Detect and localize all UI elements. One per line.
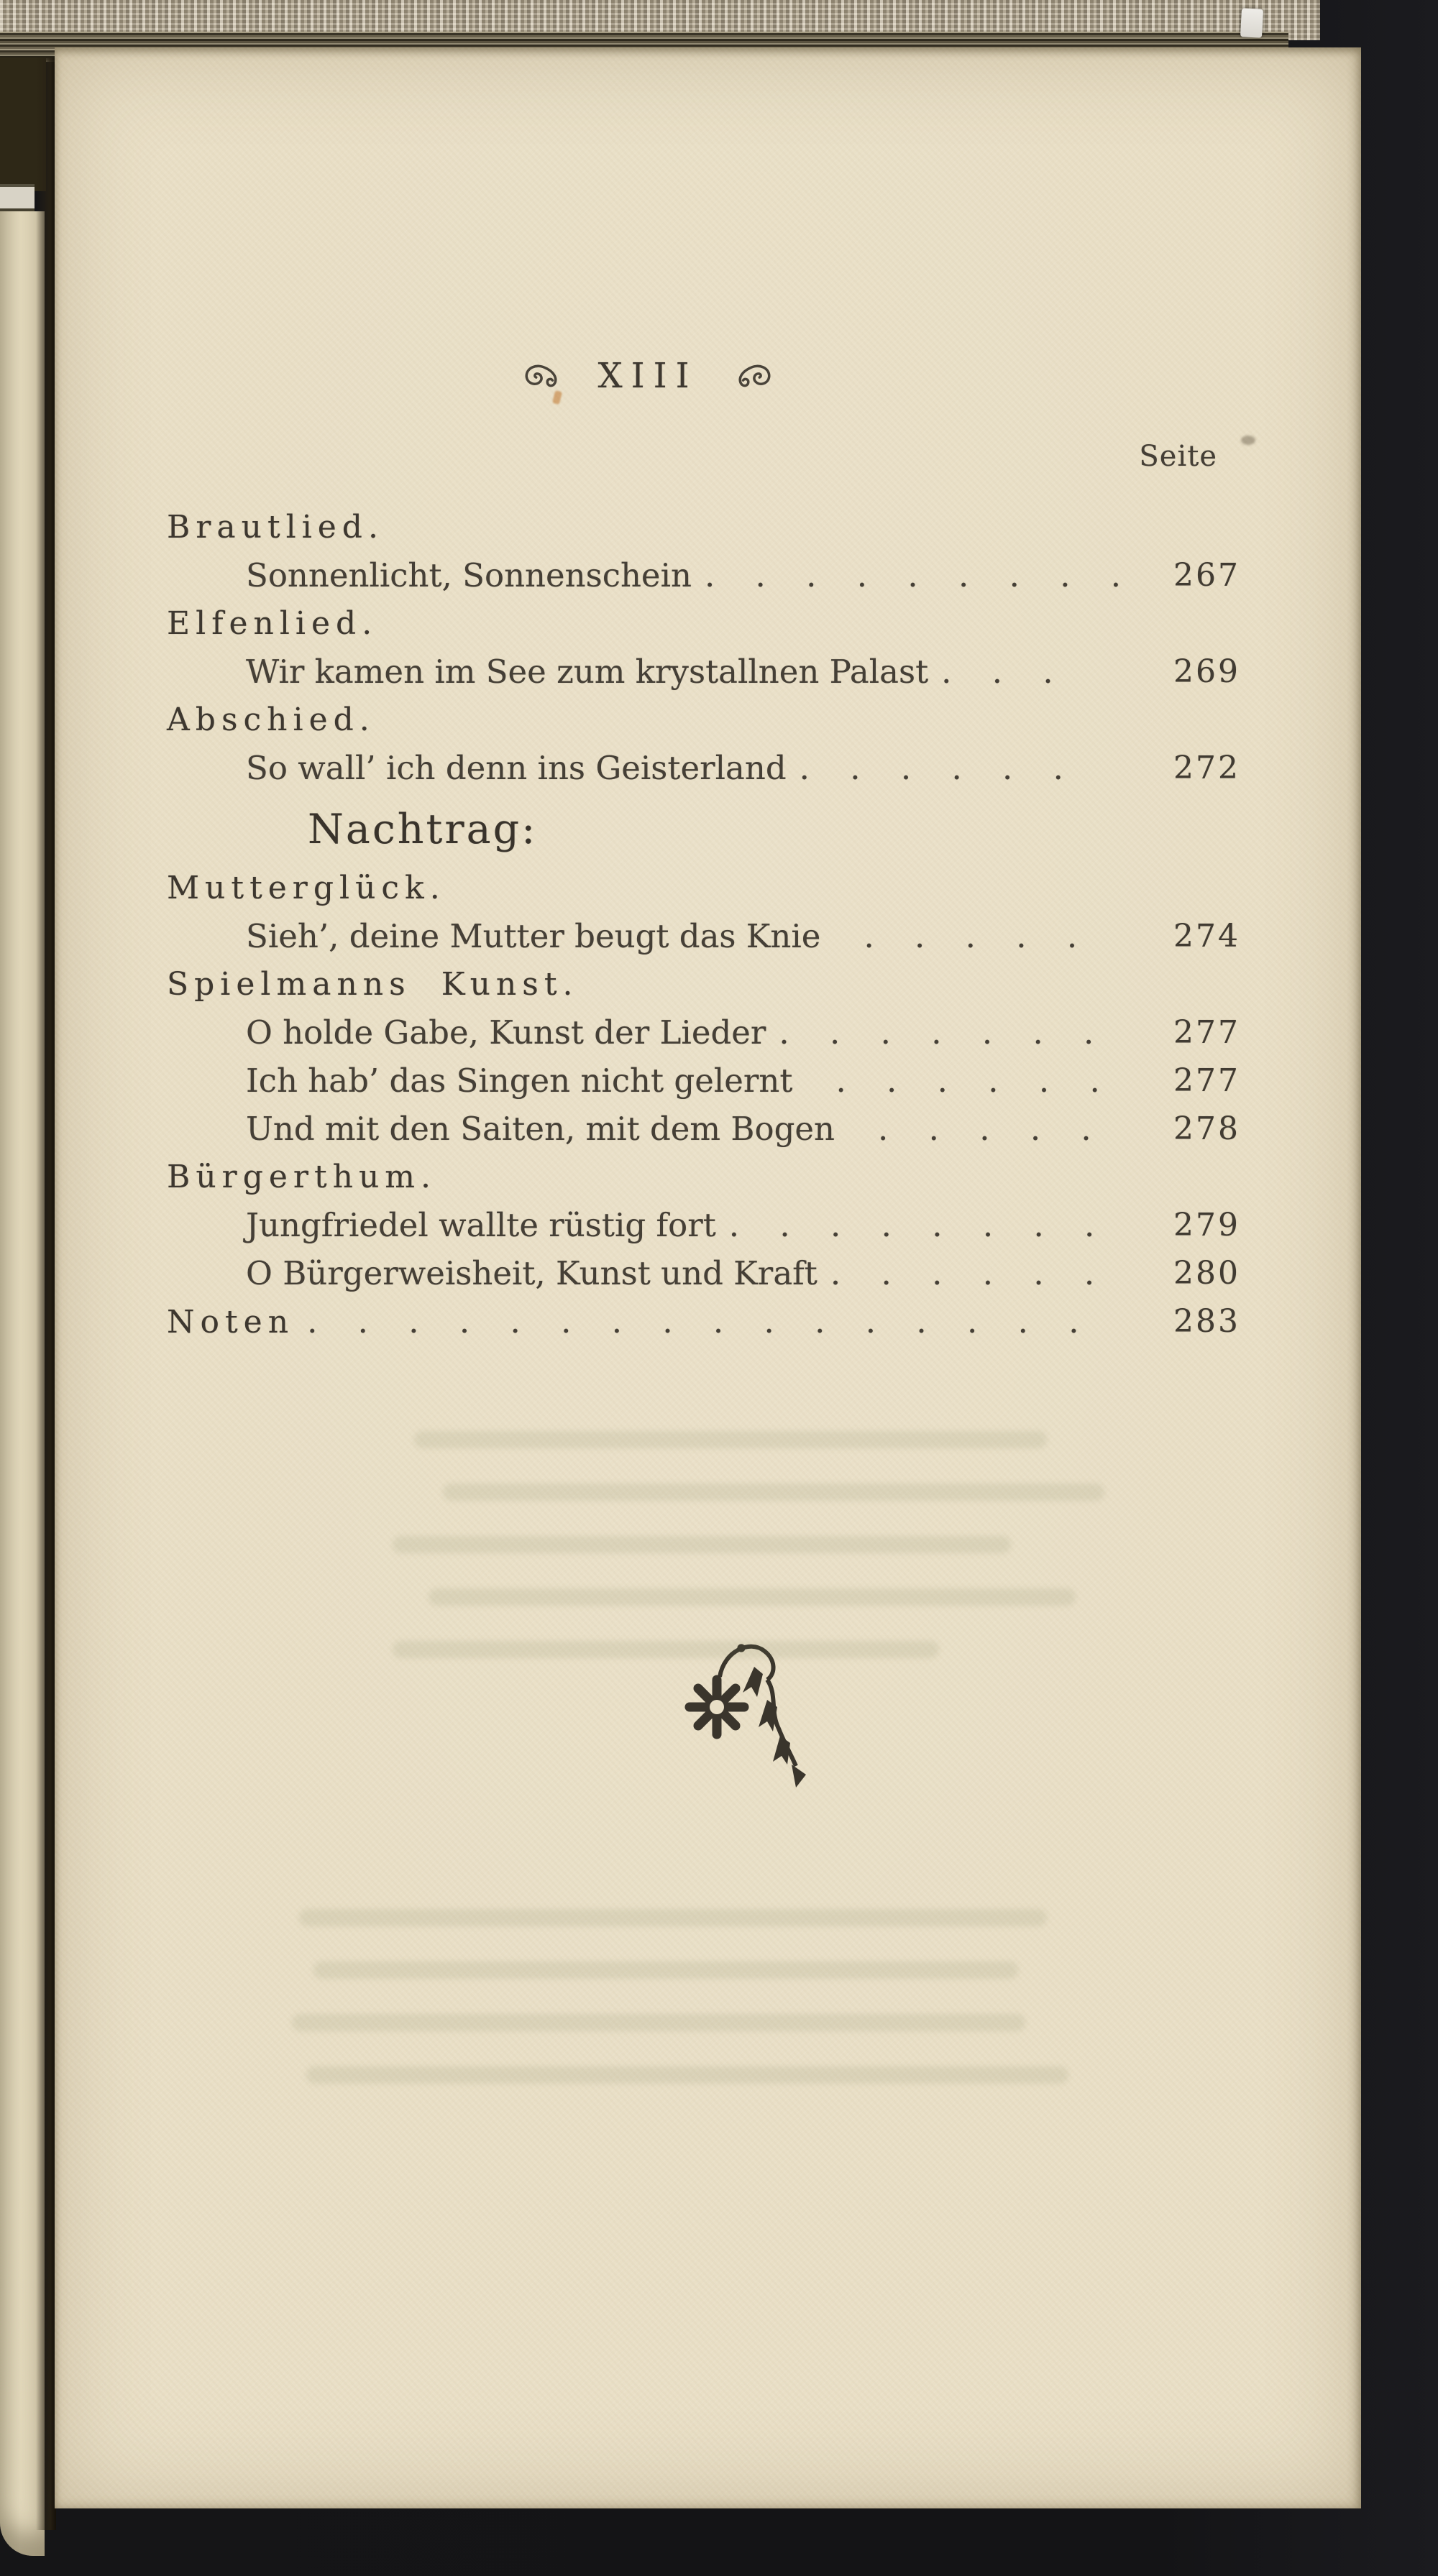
- page-number: 272: [1173, 750, 1240, 786]
- toc-entry: [167, 1201, 1240, 1249]
- toc-entry-title: O Bürgerweisheit, Kunst und Kraft: [246, 1254, 818, 1292]
- toc-entry-title: Sonnenlicht, Sonnenschein: [246, 556, 692, 594]
- leader-dots: . . . . . . . .: [728, 1206, 1095, 1244]
- leader-dots: . . . . .: [878, 1110, 1091, 1148]
- toc-entry-title: Wir kamen im See zum krystallnen Palast: [246, 653, 929, 691]
- toc-entry: [167, 648, 1240, 696]
- leader-dots: . . . . . .: [835, 1062, 1100, 1100]
- page-seam-shadow: [36, 58, 56, 2530]
- toc-entry-title: Ich hab’ das Singen nicht gelernt: [246, 1062, 793, 1100]
- page-number: 277: [1173, 1014, 1240, 1051]
- page-number: 277: [1173, 1062, 1240, 1099]
- page-number: 280: [1173, 1255, 1240, 1292]
- page-number: 269: [1173, 653, 1240, 690]
- swirl-ornament-left-icon: [520, 361, 564, 391]
- toc-section: Brautlied.: [167, 509, 384, 546]
- toc-entry-title: Und mit den Saiten, mit dem Bogen: [246, 1110, 835, 1148]
- page-roman-numeral: XIII: [597, 356, 698, 396]
- leader-dots: . . . . . . . . .: [704, 556, 1122, 594]
- page-number: 267: [1173, 557, 1240, 594]
- table-of-contents: [167, 503, 1240, 1346]
- toc-entry-title: Sieh’, deine Mutter beugt das Knie: [246, 917, 821, 955]
- toc-section: Abschied.: [167, 702, 375, 738]
- toc-section: Elfenlied.: [167, 605, 378, 642]
- page-number: 274: [1173, 918, 1240, 954]
- toc-section: Mutterglück.: [167, 870, 446, 906]
- toc-section: Bürgerthum.: [167, 1159, 437, 1195]
- toc-entry-title: O holde Gabe, Kunst der Lieder: [246, 1013, 766, 1052]
- bookmark-tab: [1240, 8, 1263, 38]
- page-number: 279: [1173, 1207, 1240, 1243]
- swirl-ornament-right-icon: [731, 361, 776, 391]
- leader-dots: . . .: [941, 653, 1053, 691]
- page-edge-clasp: [0, 184, 35, 213]
- leader-dots: . . . . . .: [830, 1254, 1095, 1292]
- leader-dots: . . . . . . .: [779, 1013, 1094, 1052]
- toc-entry: [167, 1057, 1240, 1105]
- toc-entry: [167, 1008, 1240, 1057]
- toc-entry-title: So wall’ ich denn ins Geisterland: [246, 749, 787, 787]
- paper-smudge: [1241, 436, 1255, 445]
- book-page: [55, 47, 1361, 2508]
- floral-vignette-icon: [677, 1632, 813, 1805]
- toc-entry: [167, 551, 1240, 599]
- toc-section: Spielmanns Kunst.: [167, 966, 579, 1003]
- toc-entry: [167, 1249, 1240, 1297]
- page-number: 278: [1173, 1110, 1240, 1147]
- toc-entry: [167, 1105, 1240, 1153]
- leader-dots: . . . . . .: [799, 749, 1063, 787]
- seite-column-label: Seite: [1139, 440, 1217, 473]
- toc-entry: [167, 744, 1240, 792]
- leader-dots: . . . . .: [864, 917, 1078, 955]
- toc-entry-title: Jungfriedel wallte rüstig fort: [246, 1206, 716, 1244]
- page-number: 283: [1173, 1303, 1240, 1340]
- page-header: [472, 345, 824, 407]
- leader-dots: . . . . . . . . . . . . . . . .: [307, 1302, 1079, 1340]
- toc-entry: [167, 1297, 1240, 1346]
- toc-subtitle: Nachtrag:: [308, 806, 538, 853]
- toc-entry: [167, 912, 1240, 960]
- toc-entry-title: Noten: [167, 1304, 295, 1340]
